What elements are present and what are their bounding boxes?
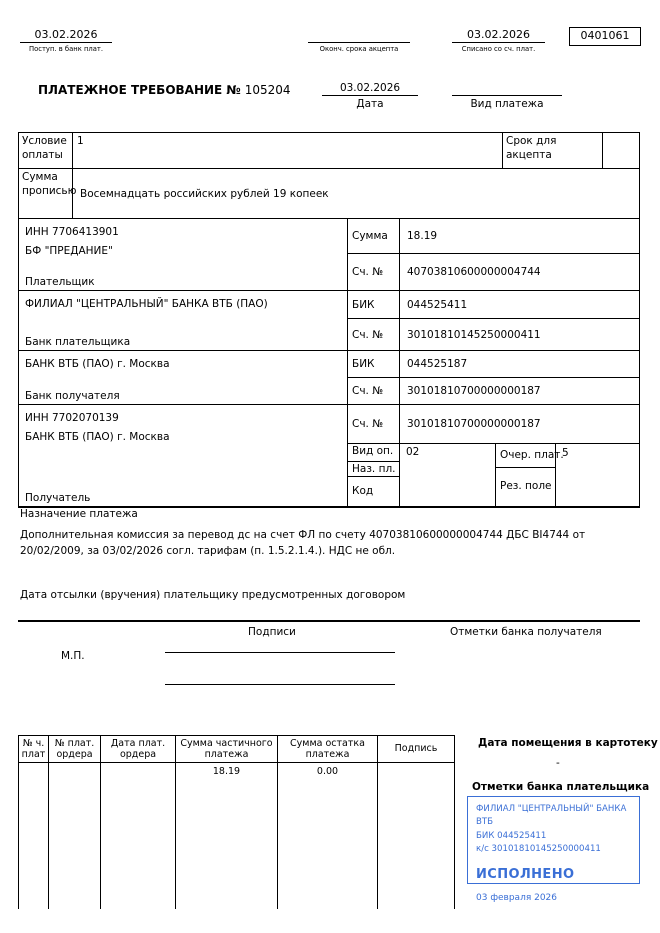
document-title bbox=[38, 83, 291, 97]
payer-bank-label: Банк плательщика bbox=[25, 336, 131, 348]
debited-date-label: Списано со сч. плат. bbox=[461, 44, 536, 53]
requisites-table bbox=[18, 132, 640, 508]
acceptance-end-block bbox=[308, 28, 410, 53]
document-title-text: ПЛАТЕЖНОЕ ТРЕБОВАНИЕ № bbox=[38, 83, 241, 97]
col-header-partial-amount: Сумма частичного платежа bbox=[176, 736, 278, 762]
reserve-field-value bbox=[556, 468, 639, 506]
payment-type-label: Вид платежа bbox=[470, 98, 544, 110]
document-number: 105204 bbox=[244, 83, 291, 97]
beneficiary-bank-label: Банк получателя bbox=[25, 390, 120, 402]
cell-part-number bbox=[19, 763, 49, 909]
received-date-block bbox=[20, 28, 112, 53]
beneficiary-bank-bik: 044525187 bbox=[407, 358, 468, 370]
code-label: Код bbox=[352, 484, 374, 497]
payer-name: БФ "ПРЕДАНИЕ" bbox=[25, 245, 113, 258]
stamp-date: 03 февраля 2026 bbox=[476, 893, 558, 904]
beneficiary-bank-account: 30101810700000000187 bbox=[407, 385, 541, 397]
stamp-bik: БИК 044525411 bbox=[476, 830, 547, 841]
beneficiary-bank-account-label: Сч. № bbox=[348, 378, 400, 404]
delivery-date-note: Дата отсылки (вручения) плательщику предусмотренных договором bbox=[20, 589, 406, 601]
payer-bank-account-label: Сч. № bbox=[348, 319, 400, 350]
purpose-text: Дополнительная комиссия за перевод дс на счет ФЛ по счету 40703810600000004744 ДБС BI4744 от 20/02/2009, за 03/02/2026 согл. тарифам (п. 1.5.2.1.4.). НДС не обл. bbox=[20, 529, 586, 557]
beneficiary-name: БАНК ВТБ (ПАО) г. Москва bbox=[25, 431, 170, 444]
beneficiary-bank-bik-label: БИК bbox=[348, 351, 400, 377]
amount-words-label: Сумма прописью bbox=[19, 169, 73, 218]
payer-bank-name: ФИЛИАЛ "ЦЕНТРАЛЬНЫЙ" БАНКА ВТБ (ПАО) bbox=[25, 298, 268, 310]
seal-label: М.П. bbox=[61, 650, 85, 662]
cell-order-number bbox=[49, 763, 101, 909]
col-header-order-date: Дата плат. ордера bbox=[101, 736, 176, 762]
cell-partial-amount: 18.19 bbox=[176, 763, 278, 909]
beneficiary-info bbox=[19, 405, 348, 506]
payer-bank-band bbox=[19, 291, 639, 351]
beneficiary-bank-band bbox=[19, 351, 639, 405]
beneficiary-account-label: Сч. № bbox=[348, 405, 400, 443]
document-date: 03.02.2026 bbox=[322, 81, 418, 96]
payer-band bbox=[19, 219, 639, 291]
payer-bank-info bbox=[19, 291, 348, 350]
col-header-remaining-amount: Сумма остатка платежа bbox=[278, 736, 378, 762]
payer-bank-marks-label: Отметки банка плательщика bbox=[472, 781, 650, 793]
payment-type-value bbox=[452, 81, 562, 96]
reserve-field-label: Рез. поле bbox=[500, 480, 552, 493]
stamp-corr-account: к/с 30101810145250000411 bbox=[476, 843, 601, 854]
beneficiary-label: Получатель bbox=[25, 492, 91, 504]
beneficiary-bank-marks-label: Отметки банка получателя bbox=[450, 626, 602, 638]
col-header-order-number: № плат. ордера bbox=[49, 736, 101, 762]
cell-order-date bbox=[101, 763, 176, 909]
payer-account: 40703810600000004744 bbox=[407, 266, 541, 278]
signatures-label: Подписи bbox=[248, 626, 296, 638]
stamp-status: ИСПОЛНЕНО bbox=[476, 867, 575, 883]
beneficiary-band bbox=[19, 405, 639, 506]
partial-payments-header bbox=[18, 735, 455, 763]
signatures-separator bbox=[18, 620, 640, 622]
purpose-code-label: Наз. пл. bbox=[348, 462, 399, 477]
amount-words-band bbox=[19, 169, 639, 219]
acceptance-end-value bbox=[308, 28, 410, 43]
document-date-block bbox=[322, 81, 418, 110]
debited-date: 03.02.2026 bbox=[452, 28, 545, 43]
payer-account-label: Сч. № bbox=[348, 254, 400, 290]
received-date-label: Поступ. в банк плат. bbox=[28, 44, 104, 53]
col-header-part-number: № ч. плат bbox=[19, 736, 49, 762]
condition-band bbox=[19, 133, 639, 169]
payer-bank-bik: 044525411 bbox=[407, 298, 468, 311]
payment-type-block bbox=[452, 81, 562, 110]
received-date: 03.02.2026 bbox=[20, 28, 112, 43]
payer-bank-bik-label: БИК bbox=[348, 291, 400, 318]
signature-line-1 bbox=[165, 652, 395, 653]
op-type-value: 02 bbox=[400, 444, 496, 506]
payer-bank-account: 30101810145250000411 bbox=[407, 328, 541, 341]
bank-execution-stamp bbox=[467, 796, 640, 904]
condition-label: Условие оплаты bbox=[19, 133, 73, 168]
document-date-label: Дата bbox=[356, 98, 384, 110]
acceptance-term-label: Срок для акцепта bbox=[503, 133, 603, 168]
payer-inn: ИНН 7706413901 bbox=[25, 226, 119, 238]
form-code-box: 0401061 bbox=[569, 27, 641, 46]
partial-payments-row bbox=[18, 763, 455, 909]
acceptance-term-value bbox=[603, 133, 639, 168]
priority-label: Очер. плат. bbox=[496, 444, 555, 468]
priority-value: 5 bbox=[562, 447, 569, 459]
payer-info bbox=[19, 219, 348, 290]
beneficiary-bank-name: БАНК ВТБ (ПАО) г. Москва bbox=[25, 358, 170, 370]
partial-payments-table bbox=[18, 735, 455, 909]
cell-signature bbox=[378, 763, 454, 909]
op-type-label: Вид оп. bbox=[348, 444, 399, 462]
beneficiary-account: 30101810700000000187 bbox=[407, 418, 541, 430]
col-header-signature: Подпись bbox=[394, 743, 438, 755]
debited-date-block bbox=[452, 28, 545, 53]
purpose-label: Назначение платежа bbox=[20, 508, 138, 520]
amount-label: Сумма bbox=[348, 219, 400, 253]
beneficiary-bank-info bbox=[19, 351, 348, 404]
payer-label: Плательщик bbox=[25, 276, 95, 288]
card-file-value: - bbox=[556, 757, 560, 769]
condition-value: 1 bbox=[73, 133, 503, 168]
acceptance-end-label: Оконч. срока акцепта bbox=[319, 44, 399, 53]
cell-remaining-amount: 0.00 bbox=[278, 763, 378, 909]
stamp-bank-name: ФИЛИАЛ "ЦЕНТРАЛЬНЫЙ" БАНКА ВТБ bbox=[476, 804, 627, 828]
card-file-label: Дата помещения в картотеку bbox=[478, 737, 658, 749]
beneficiary-inn: ИНН 7702070139 bbox=[25, 412, 119, 424]
amount-value: 18.19 bbox=[407, 230, 438, 242]
signature-line-2 bbox=[165, 684, 395, 685]
amount-words: Восемнадцать российских рублей 19 копеек bbox=[80, 187, 329, 200]
